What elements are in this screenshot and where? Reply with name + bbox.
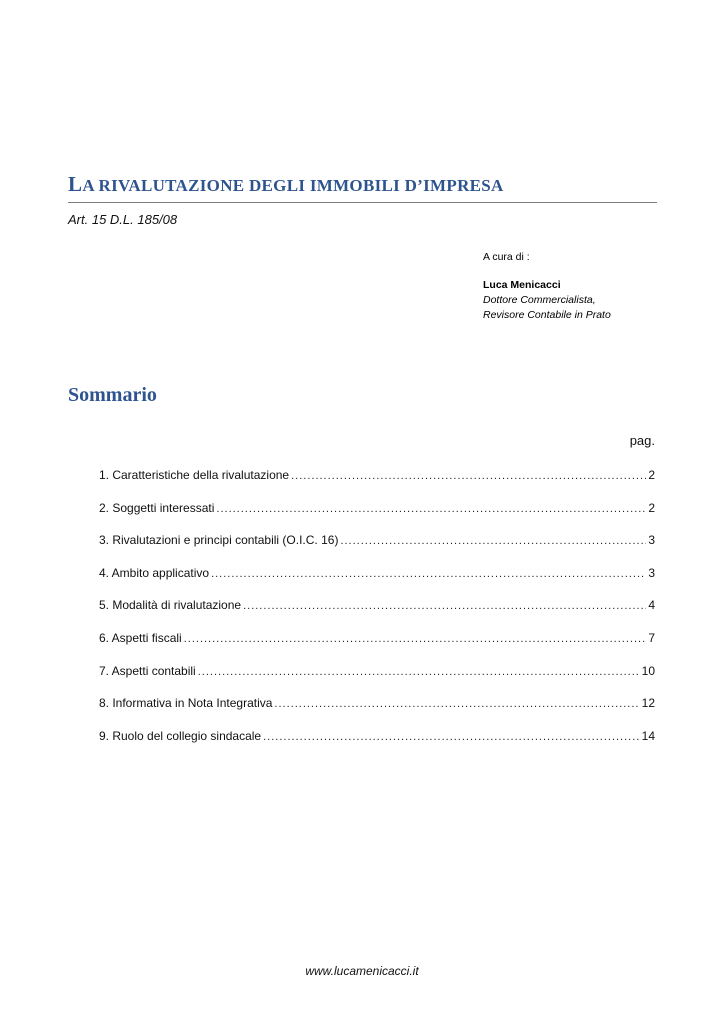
toc-entry-9[interactable] (99, 729, 655, 762)
title-rest: A RIVALUTAZIONE DEGLI IMMOBILI D’IMPRESA (82, 176, 504, 195)
toc-entry-page: 3 (648, 533, 655, 548)
author-label: A cura di : (483, 251, 530, 263)
toc-entry-page: 3 (648, 565, 655, 580)
document-title (68, 172, 656, 197)
toc-entry-page: 4 (648, 598, 655, 613)
table-of-contents (99, 468, 655, 761)
toc-entry-page: 2 (648, 500, 655, 515)
toc-entry-label: 2. Soggetti interessati (99, 500, 215, 515)
toc-leader (340, 535, 646, 547)
toc-entry-label: 4. Ambito applicativo (99, 565, 210, 580)
title-divider (68, 202, 657, 203)
author-name: Luca Menicacci (483, 279, 561, 291)
toc-entry-page: 7 (648, 630, 655, 645)
toc-entry-label: 9. Ruolo del collegio sindacale (99, 728, 262, 743)
toc-leader (216, 503, 646, 515)
toc-entry-page: 10 (641, 663, 655, 678)
toc-leader (211, 568, 646, 580)
author-block (483, 250, 611, 323)
author-role-2: Revisore Contabile in Prato (483, 309, 611, 321)
toc-entry-3[interactable] (99, 533, 655, 566)
toc-entry-5[interactable] (99, 598, 655, 631)
document-subtitle: Art. 15 D.L. 185/08 (68, 212, 178, 227)
toc-entry-label: 6. Aspetti fiscali (99, 630, 182, 645)
toc-leader (184, 633, 647, 645)
toc-heading: Sommario (68, 384, 157, 406)
toc-entry-2[interactable] (99, 501, 655, 534)
toc-page-label: pag. (629, 433, 655, 448)
toc-leader (274, 698, 639, 710)
toc-entry-label: 1. Caratteristiche della rivalutazione (99, 468, 290, 482)
toc-entry-label: 5. Modalità di rivalutazione (99, 598, 242, 613)
title-initial: L (68, 172, 83, 196)
toc-entry-label: 3. Rivalutazioni e principi contabili (O.I.C. 16) (99, 533, 339, 548)
toc-leader (291, 470, 646, 482)
toc-leader (263, 731, 640, 743)
toc-leader (243, 600, 646, 612)
toc-entry-7[interactable] (99, 664, 655, 697)
author-role-1: Dottore Commercialista, (483, 294, 596, 306)
toc-entry-label: 8. Informativa in Nota Integrativa (99, 696, 273, 711)
toc-entry-4[interactable] (99, 566, 655, 599)
toc-entry-label: 7. Aspetti contabili (99, 663, 196, 678)
toc-leader (198, 666, 640, 678)
toc-entry-1[interactable] (99, 468, 655, 501)
toc-entry-page: 14 (641, 728, 655, 743)
toc-entry-8[interactable] (99, 696, 655, 729)
toc-entry-6[interactable] (99, 631, 655, 664)
toc-entry-page: 2 (648, 468, 655, 482)
toc-entry-page: 12 (641, 696, 655, 711)
footer-website[interactable]: www.lucamenicacci.it (305, 964, 419, 978)
